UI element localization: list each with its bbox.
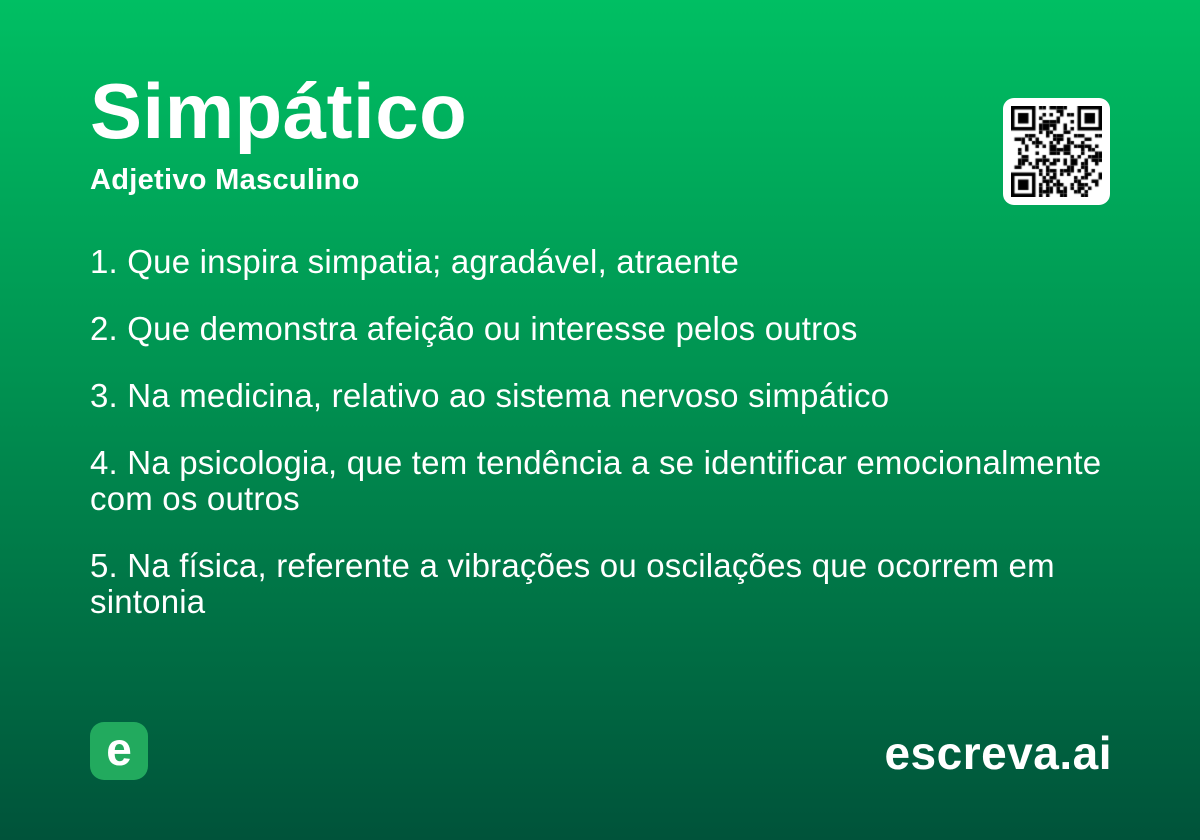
brand-logo-badge — [90, 722, 148, 780]
definition-item-5: 5. Na física, referente a vibrações ou oscilações que ocorrem em sintonia — [90, 547, 1055, 620]
definition-item-1: 1. Que inspira simpatia; agradável, atraente — [90, 243, 739, 280]
word-title: Simpático — [90, 67, 468, 155]
brand-wordmark: escreva.ai — [884, 727, 1112, 779]
definitions-list — [90, 244, 1102, 651]
qr-code — [1003, 98, 1110, 205]
word-class-subtitle: Adjetivo Masculino — [90, 164, 360, 196]
definition-item-2: 2. Que demonstra afeição ou interesse pelos outros — [90, 310, 858, 347]
definition-item-4: 4. Na psicologia, que tem tendência a se identificar emocionalmente com os outros — [90, 444, 1102, 517]
definition-item-3: 3. Na medicina, relativo ao sistema nervoso simpático — [90, 377, 890, 414]
card-header — [90, 67, 1070, 197]
brand-logo-letter: e — [106, 723, 132, 775]
qr-code-pattern — [1011, 106, 1102, 197]
